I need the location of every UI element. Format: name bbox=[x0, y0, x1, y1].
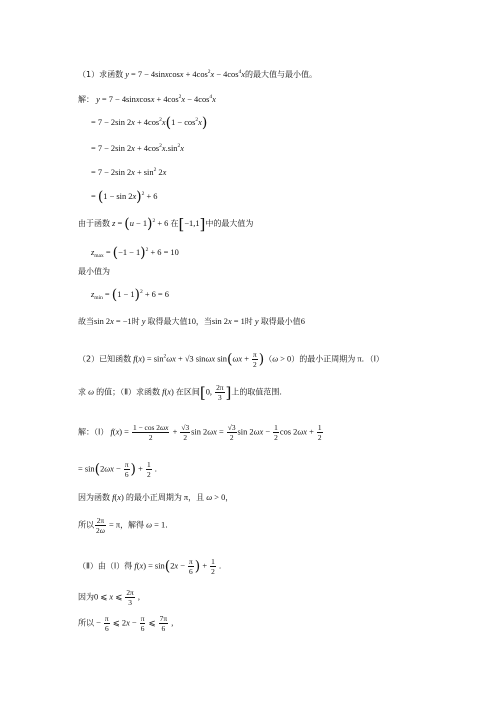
solution-1-line-3: = 7 − 2sin $2x + 4\cos^2x.\sin^2x$ bbox=[91, 143, 184, 153]
solution-2-line-2: = sin(2ωx − $\frac{\pi}{6}$ ) + $\frac{1}{2}$ . bbox=[78, 460, 157, 479]
problem-1-statement: （1）求函数 y = 7 − 4sinxcosx + $4\cos^2x - 4\cos^4x$的最大值与最小值。 bbox=[78, 69, 317, 79]
solution-2-line-6: 因为0 ⩽ x ⩽ $\frac{2\pi}{3}$ , bbox=[78, 588, 140, 607]
solution-1-line-1: 解： y = 7 − 4sinxcosx + $4\cos^2x - 4\cos^4x$ bbox=[78, 94, 216, 104]
solution-2-line-1: 解：（Ⅰ） f(x) = $\frac{1 - \cos 2\omega x}{2}$ + $\frac{√3}{2}$ sin 2ωx = $\frac{√3}{2}$ sin 2ωx − $\frac{1}{2}$ cos 2ωx + $\frac{1}{2}$ bbox=[78, 423, 322, 442]
solution-1-line-8: 最小值为 bbox=[78, 267, 110, 276]
solution-1-line-7: $z_{max} = (-1 - 1)^2 + 6 = 10$ bbox=[91, 245, 179, 261]
problem-2-statement-2: 求 ω 的值；（Ⅱ）求函数 f(x) 在区间[0, $\frac{2\pi}{3}$ ]上的取值范围. bbox=[78, 383, 282, 402]
solution-1-line-6: 由于函数 $z = (u - 1)^2 + 6$ 在[−1,1]中的最大值为 bbox=[78, 215, 254, 233]
solution-2-line-5: （Ⅱ）由（Ⅰ）得 f(x) = sin(2x − $\frac{\pi}{6}$ ) + $\frac{1}{2}$ . bbox=[78, 557, 222, 576]
solution-1-line-9: $z_{min} = (1 - 1)^2 + 6 = 6$ bbox=[91, 287, 169, 303]
solution-1-line-4: = 7 − 2sin $2x + \sin^2 2x$ bbox=[91, 167, 167, 177]
solution-2-line-7: 所以 − $\frac{\pi}{6}$ ⩽ 2x − $\frac{\pi}{6}$ ⩽ $\frac{7\pi}{6}$ , bbox=[78, 614, 174, 633]
solution-2-line-4: 所以 $\frac{2\pi}{2\omega}$ = π，解得 ω = 1． bbox=[78, 516, 174, 535]
solution-2-line-3: 因为函数 f(x) 的最小正周期为 π，且 ω > 0， bbox=[78, 493, 234, 502]
problem-2-statement-1: （2）已知函数 $f(x) = \sin^2\omega x + √3$ sinωx sin(ωx + $\frac{\pi}{2}$ )（ω > 0）的最小正周期为 π．（Ⅰ） bbox=[78, 350, 384, 369]
solution-1-line-5: = $(1 - \sin 2x)^2 + 6$ bbox=[91, 189, 158, 205]
solution-1-conclusion: 故当sin 2x = −1时 y 取得最大值10，当sin 2x = 1时 y 取得最小值6 bbox=[78, 317, 305, 326]
solution-1-line-2: = 7 − 2sin $2x + 4\cos^2x(1 - \cos^2x)$ bbox=[91, 115, 208, 131]
